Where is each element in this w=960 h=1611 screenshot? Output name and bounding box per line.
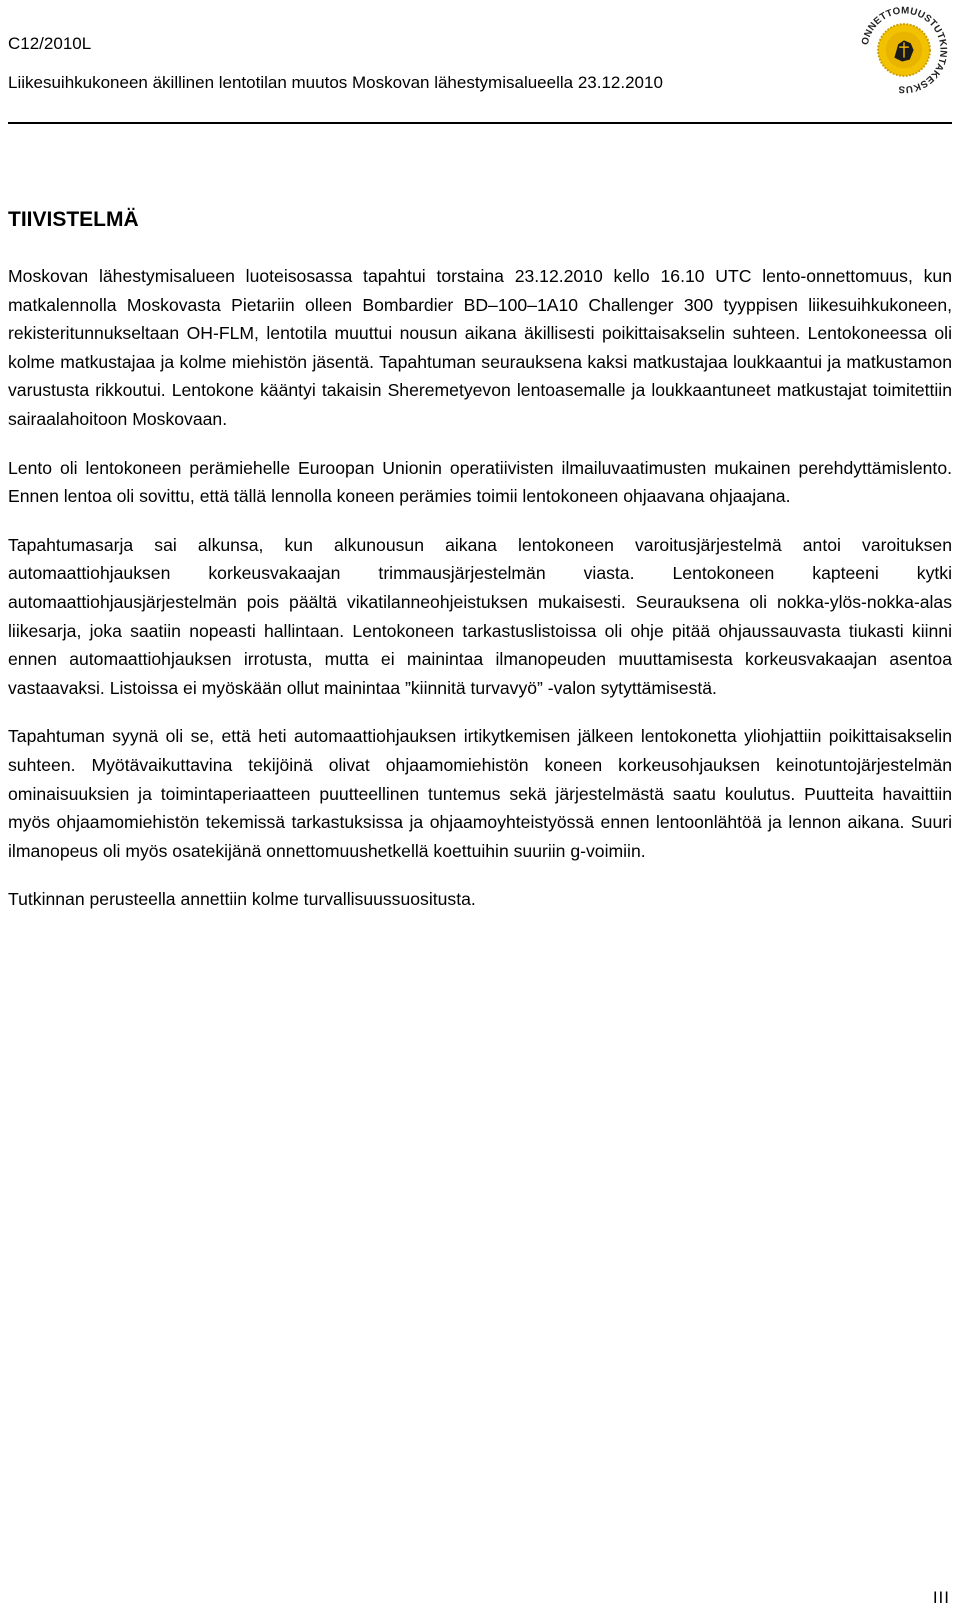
report-subtitle: Liikesuihkukoneen äkillinen lentotilan muutos Moskovan lähestymisalueella 23.12.2010 bbox=[8, 73, 663, 92]
section-title: TIIVISTELMÄ bbox=[8, 208, 139, 231]
paragraph: Moskovan lähestymisalueen luoteisosassa tapahtui torstaina 23.12.2010 kello 16.10 UTC lento-onnettomuus, kun matkalennolla Moskovasta Pietariin olleen Bombardier BD–100–1A10 Challenger 300 tyyppisen liikesuihkukoneen, rekisteritunnukseltaan OH-FLM, lentotila muuttui nousun aikana äkillisesti poikittaisakselin suhteen. Lentokoneessa oli kolme matkustajaa ja kolme miehistön jäsentä. Tapahtuman seurauksena kaksi matkustajaa loukkaantui ja matkustamon varustusta rikkoutui. Lentokone kääntyi takaisin Sheremetyevon lentoasemalle ja loukkaantuneet matkustajat toimitettiin sairaalahoitoon Moskovaan. bbox=[8, 266, 952, 429]
paragraph: Tapahtumasarja sai alkunsa, kun alkunousun aikana lentokoneen varoitusjärjestelmä antoi varoituksen automaattiohjauksen korkeusvakaajan trimmausjärjestelmän viasta. Lentokoneen kapteeni kytki automaattiohjausjärjestelmän pois päältä vikatilanneohjeistuksen mukaisesti. Seurauksena oli nokka-ylös-nokka-alas liikesarja, joka saatiin nopeasti hallintaan. Lentokoneen tarkastuslistoissa oli ohje pitää ohjaussauvasta tiukasti kiinni ennen automaattiohjauksen irrotusta, mutta ei mainintaa ilmanopeuden muuttamisesta korkeusvakaajan asentoa vastaavaksi. Listoissa ei myöskään ollut mainintaa ”kiinnitä turvavyö” -valon sytyttämisestä. bbox=[8, 534, 952, 698]
page-number: III bbox=[932, 1588, 950, 1607]
header-divider bbox=[8, 122, 952, 124]
page-header bbox=[8, 0, 952, 125]
paragraph: Tapahtuman syynä oli se, että heti automaattiohjauksen irtikytkemisen jälkeen lentokonetta yliohjattiin poikittaisakselin suhteen. Myötävaikuttavina tekijöinä olivat ohjaamomiehistön koneen korkeusohjauksen keinotuntojärjestelmän ominaisuuksien ja toimintaperiaatteen puutteellinen tuntemus sekä järjestelmästä saatu koulutus. Puutteita havaittiin myös ohjaamomiehistön tekemissä tarkastuksissa ja ohjaamoyhteistyössä ennen lentoonlähtöä ja lennon aikana. Suuri ilmanopeus oli myös osatekijänä onnettomuushetkellä koettuihin suuriin g-voimiin. bbox=[8, 726, 952, 861]
paragraph: Tutkinnan perusteella annettiin kolme turvallisuussuositusta. bbox=[8, 889, 476, 910]
report-id: C12/2010L bbox=[8, 34, 92, 53]
investigation-authority-logo bbox=[856, 0, 952, 100]
paragraph: Lento oli lentokoneen perämiehelle Euroopan Unionin operatiivisten ilmailuvaatimusten mukainen perehdyttämislento. Ennen lentoa oli sovittu, että tällä lennolla koneen perämies toimii lentokoneen ohjaavana ohjaajana. bbox=[8, 457, 952, 507]
summary-body bbox=[8, 262, 952, 934]
svg-text:ONNETTOMUUSTUTKINTAKESKUS: ONNETTOMUUSTUTKINTAKESKUS bbox=[859, 5, 949, 95]
